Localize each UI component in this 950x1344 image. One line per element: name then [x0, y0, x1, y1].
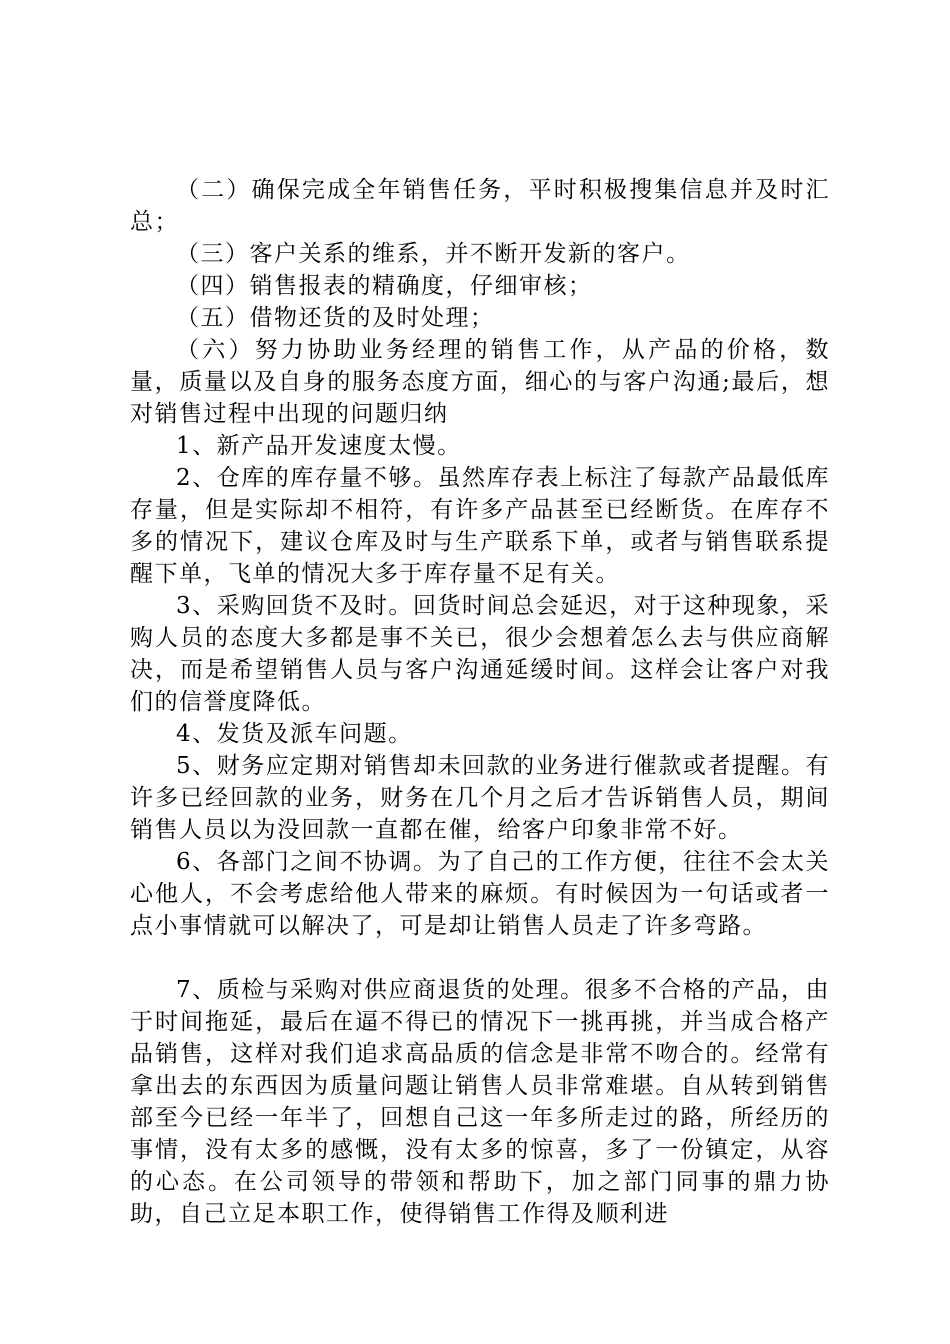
paragraph-item-4: （四）销售报表的精确度，仔细审核； [176, 273, 593, 299]
paragraph-item-6: （六）努力协助业务经理的销售工作，从产品的价格，数量，质量以及自身的服务态度方面，细心的与客户沟通;最后，想对销售过程中出现的问题归纳 [130, 337, 830, 427]
problem-item-7: 7、质检与采购对供应商退货的处理。很多不合格的产品，由于时间拖延，最后在逼不得已的情况下一挑再挑，并当成合格产品销售，这样对我们追求高品质的信念是非常不吻合的。经常有拿出去的东西因为质量问题让销售人员非常难堪。自从转到销售部至今已经一年半了，回想自己这一年多所走过的路，所经历的事情，没有太多的感慨，没有太多的惊喜，多了一份镇定，从容的心态。在公司领导的带领和帮助下，加之部门同事的鼎力协助，自己立足本职工作，使得销售工作得及顺利进 [130, 977, 830, 1227]
document-body [130, 174, 830, 1230]
problem-item-4: 4、发货及派车问题。 [176, 721, 413, 747]
paragraph-item-5: （五）借物还货的及时处理； [176, 305, 495, 331]
problem-item-3: 3、采购回货不及时。回货时间总会延迟，对于这种现象，采购人员的态度大多都是事不关已，很少会想着怎么去与供应商解决，而是希望销售人员与客户沟通延缓时间。这样会让客户对我们的信誉度降低。 [130, 593, 830, 715]
paragraph-item-2: （二）确保完成全年销售任务，平时积极搜集信息并及时汇总； [130, 177, 830, 235]
problem-item-5: 5、财务应定期对销售却未回款的业务进行催款或者提醒。有许多已经回款的业务，财务在几个月之后才告诉销售人员，期间销售人员以为没回款一直都在催，给客户印象非常不好。 [130, 753, 830, 843]
problem-item-2: 2、仓库的库存量不够。虽然库存表上标注了每款产品最低库存量，但是实际却不相符，有许多产品甚至已经断货。在库存不多的情况下，建议仓库及时与生产联系下单，或者与销售联系提醒下单，飞单的情况大多于库存量不足有关。 [130, 465, 830, 587]
problem-item-1: 1、新产品开发速度太慢。 [176, 433, 462, 459]
problem-item-6: 6、各部门之间不协调。为了自己的工作方便，往往不会太关心他人，不会考虑给他人带来的麻烦。有时候因为一句话或者一点小事情就可以解决了，可是却让销售人员走了许多弯路。 [130, 849, 830, 939]
paragraph-item-3: （三）客户关系的维系，并不断开发新的客户。 [176, 241, 691, 267]
